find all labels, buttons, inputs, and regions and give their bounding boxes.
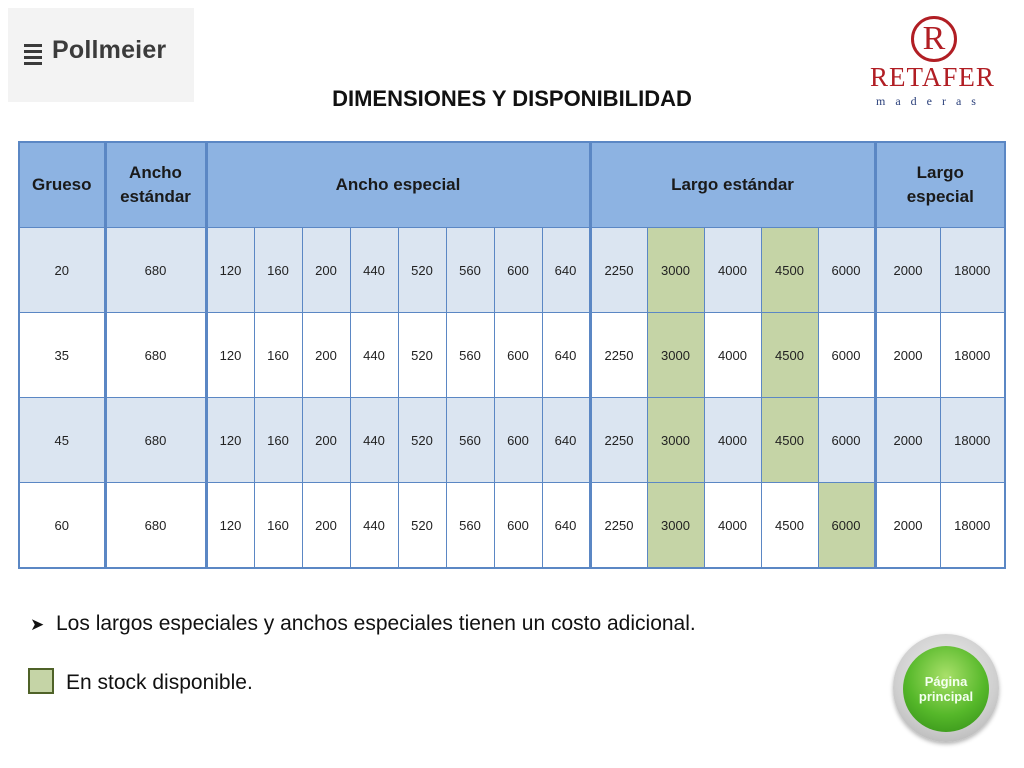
table-cell: 200 — [302, 228, 350, 313]
cost-note: ➤ Los largos especiales y anchos especiales tienen un costo adicional. — [30, 612, 696, 635]
table-row — [19, 228, 1005, 313]
table-cell: 20 — [19, 228, 105, 313]
table-cell: 160 — [254, 313, 302, 398]
dimensions-table — [18, 141, 1006, 569]
header-ancho-especial: Ancho especial — [206, 142, 590, 228]
table-cell: 4500 — [761, 483, 818, 569]
table-cell: 520 — [398, 313, 446, 398]
table-cell: 600 — [494, 313, 542, 398]
table-cell: 18000 — [940, 228, 1005, 313]
stock-swatch-icon — [28, 668, 54, 694]
table-cell: 6000 — [818, 228, 875, 313]
table-cell: 3000 — [647, 398, 704, 483]
table-cell: 18000 — [940, 313, 1005, 398]
table-cell: 2000 — [875, 398, 940, 483]
header-largo-especial: Largo especial — [875, 142, 1005, 228]
table-cell: 2000 — [875, 483, 940, 569]
table-cell: 560 — [446, 313, 494, 398]
table-cell: 160 — [254, 483, 302, 569]
home-button-face[interactable] — [903, 646, 989, 732]
table-cell: 600 — [494, 228, 542, 313]
table-cell: 160 — [254, 398, 302, 483]
retafer-emblem-icon: R — [911, 16, 957, 62]
table-cell: 120 — [206, 313, 254, 398]
table-cell: 680 — [105, 398, 206, 483]
table-cell: 440 — [350, 313, 398, 398]
header-grueso: Grueso — [19, 142, 105, 228]
table-cell: 440 — [350, 228, 398, 313]
table-cell: 640 — [542, 483, 590, 569]
table-cell: 4500 — [761, 228, 818, 313]
table-cell: 640 — [542, 228, 590, 313]
home-button-label-1: Página — [924, 674, 968, 689]
table-cell: 600 — [494, 398, 542, 483]
pollmeier-brand: Pollmeier — [52, 36, 167, 64]
table-cell: 560 — [446, 483, 494, 569]
table-cell: 4000 — [704, 313, 761, 398]
table-cell: 3000 — [647, 313, 704, 398]
table-cell: 3000 — [647, 228, 704, 313]
table-cell: 560 — [446, 398, 494, 483]
table-cell: 160 — [254, 228, 302, 313]
header-ancho-estandar: Ancho estándar — [105, 142, 206, 228]
table-cell: 6000 — [818, 313, 875, 398]
table-cell: 520 — [398, 398, 446, 483]
table-cell: 120 — [206, 483, 254, 569]
table-cell: 640 — [542, 398, 590, 483]
table-cell: 680 — [105, 483, 206, 569]
table-header-row — [19, 142, 1005, 228]
table-cell: 440 — [350, 398, 398, 483]
table-cell: 2250 — [590, 483, 647, 569]
table-cell: 45 — [19, 398, 105, 483]
table-cell: 18000 — [940, 398, 1005, 483]
table-cell: 2250 — [590, 228, 647, 313]
stock-legend: En stock disponible. — [28, 668, 253, 695]
table-cell: 18000 — [940, 483, 1005, 569]
table-cell: 4000 — [704, 483, 761, 569]
table-cell: 520 — [398, 483, 446, 569]
table-cell: 640 — [542, 313, 590, 398]
table-cell: 4000 — [704, 398, 761, 483]
table-cell: 3000 — [647, 483, 704, 569]
table-cell: 200 — [302, 313, 350, 398]
retafer-brand: RETAFER — [870, 62, 995, 92]
table-cell: 120 — [206, 398, 254, 483]
table-cell: 200 — [302, 483, 350, 569]
table-cell: 120 — [206, 228, 254, 313]
pollmeier-bars-icon — [24, 44, 42, 68]
table-cell: 60 — [19, 483, 105, 569]
table-cell: 6000 — [818, 483, 875, 569]
header-largo-estandar: Largo estándar — [590, 142, 875, 228]
table-cell: 680 — [105, 228, 206, 313]
table-cell: 560 — [446, 228, 494, 313]
retafer-subtitle: maderas — [876, 94, 986, 108]
table-cell: 680 — [105, 313, 206, 398]
table-cell: 200 — [302, 398, 350, 483]
table-cell: 2000 — [875, 228, 940, 313]
table-cell: 4500 — [761, 398, 818, 483]
home-button[interactable] — [893, 634, 999, 742]
table-cell: 2000 — [875, 313, 940, 398]
table-cell: 4500 — [761, 313, 818, 398]
arrow-bullet-icon: ➤ — [30, 615, 45, 634]
table-cell: 600 — [494, 483, 542, 569]
table-cell: 6000 — [818, 398, 875, 483]
table-cell: 520 — [398, 228, 446, 313]
home-button-label-2: principal — [918, 689, 974, 704]
table-row — [19, 398, 1005, 483]
page-title: DIMENSIONES Y DISPONIBILIDAD — [332, 86, 692, 111]
table-cell: 2250 — [590, 313, 647, 398]
table-cell: 2250 — [590, 398, 647, 483]
table-row — [19, 313, 1005, 398]
table-cell: 35 — [19, 313, 105, 398]
table-row — [19, 483, 1005, 569]
table-cell: 440 — [350, 483, 398, 569]
table-cell: 4000 — [704, 228, 761, 313]
